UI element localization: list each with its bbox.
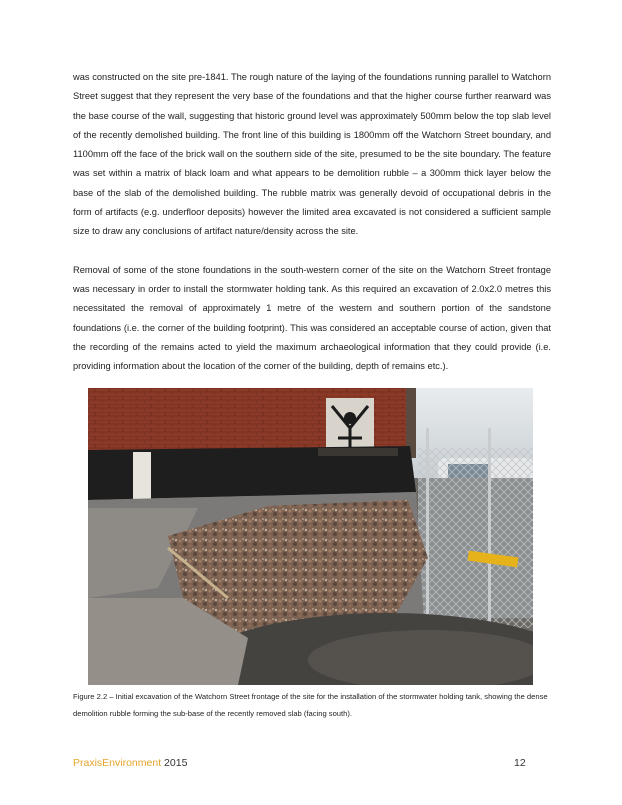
figure-caption: Figure 2.2 – Initial excavation of the Watchorn Street frontage of the site for the installation of the stormwater holding tank, showing the dense demolition rubble forming the sub-base of the recently removed slab (facing south). <box>73 692 548 718</box>
page-number: 12 <box>514 757 526 769</box>
footer-brand <box>73 757 187 769</box>
footer-year: 2015 <box>164 757 188 769</box>
paragraph-2: Removal of some of the stone foundations in the south-western corner of the site on the Watchorn Street frontage was necessary in order to install the stormwater holding tank. As this required an excavation of 2.0x2.0 metres this necessitated the removal of approximately 1 metre of the western and southern portion of the sandstone foundations (i.e. the corner of the building footprint). This was considered an acceptable course of action, given that the recording of the remains acted to yield the maximum archaeological information that they could provide (i.e. providing information about the location of the corner of the building, depth of remains etc.). <box>73 264 551 372</box>
body-text <box>73 68 551 395</box>
paragraph-1: was constructed on the site pre-1841. The rough nature of the laying of the foundations running parallel to Watchorn Street suggest that they represent the very base of the foundations and that the higher course further rearward was the base course of the wall, suggesting that historic ground level was approximately 500mm below the top slab level of the recently demolished building. The front line of this building is 1800mm off the Watchorn Street boundary, and 1100mm off the face of the brick wall on the southern side of the site, presumed to be the site boundary. The feature was set within a matrix of black loam and what appears to be demolition rubble – a 300mm thick layer below the base of the slab of the demolished building. The rubble matrix was generally devoid of occupational debris in the form of artifacts (e.g. underfloor deposits) however the limited area excavated is not considered a sufficient sample size to draw any conclusions of artifact nature/density across the site. <box>73 72 551 237</box>
excavation-photo <box>88 388 533 685</box>
brand-name: PraxisEnvironment <box>73 757 162 769</box>
